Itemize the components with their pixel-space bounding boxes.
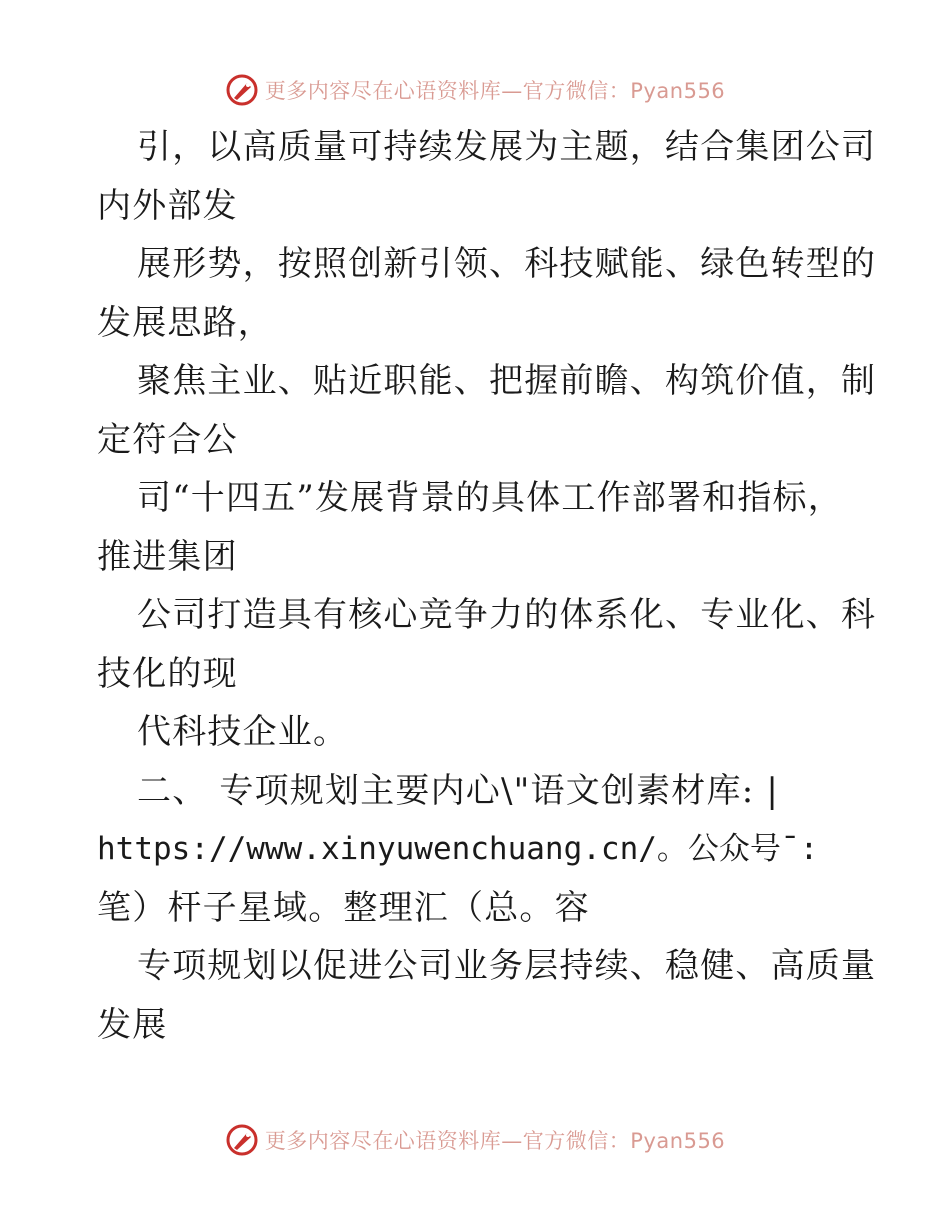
paragraph-line: 引，以高质量可持续发展为主题，结合集团公司 — [137, 127, 877, 167]
paragraph-line: 技化的现 — [97, 653, 238, 694]
header-watermark — [0, 70, 950, 110]
paragraph-line: 专项规划以促进公司业务层持续、稳健、高质量 — [137, 946, 877, 986]
paragraph-line: 聚焦主业、贴近职能、把握前瞻、构筑价值，制 — [137, 361, 877, 401]
paragraph-line: 推进集团 — [97, 536, 238, 577]
paragraph-line: 内外部发 — [97, 185, 238, 226]
pen-nib-circle-icon — [225, 1123, 259, 1157]
watermark-url-line: https://www.xinyuwenchuang.cn/。公众号¯: — [97, 831, 819, 867]
watermark-text: 更多内容尽在心语资料库—官方微信：Pyan556 — [264, 1129, 726, 1153]
paragraph-line: 司“十四五”发展背景的具体工作部署和指标， — [137, 478, 843, 518]
watermark-text: 更多内容尽在心语资料库—官方微信：Pyan556 — [264, 79, 726, 103]
pen-nib-circle-icon — [225, 73, 259, 107]
section-heading: 二、 专项规划主要内心\"语文创素材库: | — [137, 770, 780, 811]
paragraph-line: 发展 — [97, 1004, 168, 1045]
paragraph-line: 笔）杆子星域。整理汇（总。容 — [97, 887, 590, 928]
document-body — [97, 118, 877, 1054]
paragraph-line: 代科技企业。 — [137, 712, 349, 752]
paragraph-line: 公司打造具有核心竞争力的体系化、专业化、科 — [137, 595, 877, 635]
footer-watermark — [0, 1120, 950, 1160]
paragraph-line: 定符合公 — [97, 419, 238, 460]
paragraph-line: 发展思路， — [97, 302, 273, 343]
paragraph-line: 展形势，按照创新引领、科技赋能、绿色转型的 — [137, 244, 877, 284]
